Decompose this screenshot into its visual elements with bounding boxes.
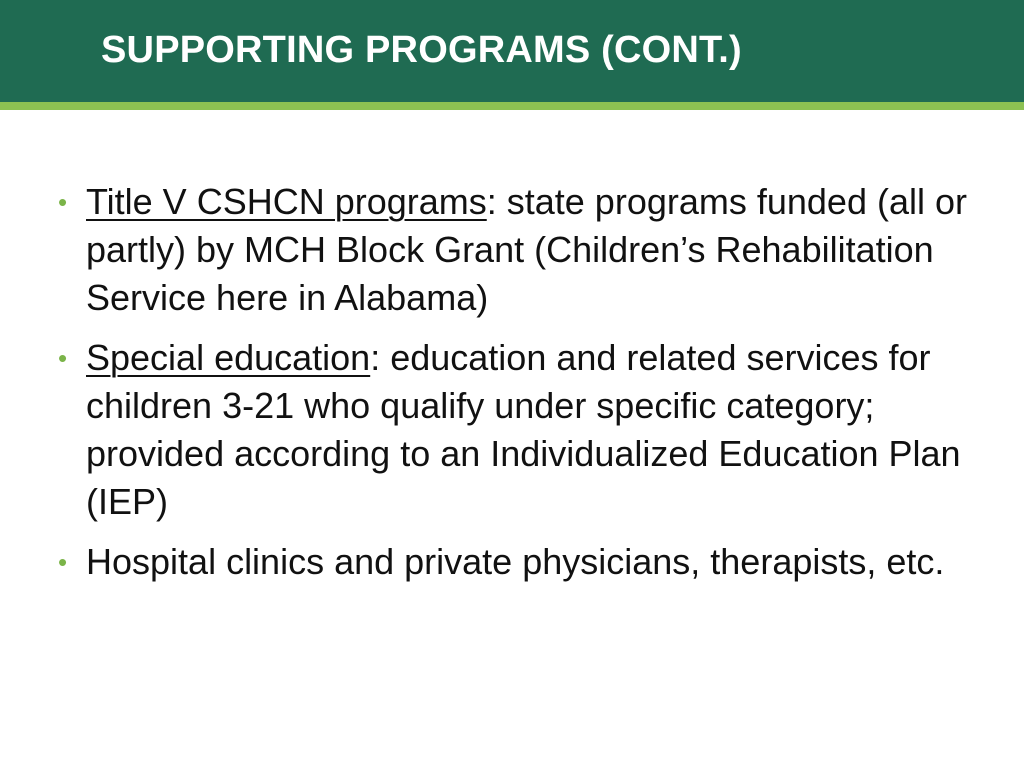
bullet-dot-icon: • xyxy=(58,187,68,217)
header-accent-stripe xyxy=(0,102,1024,110)
bullet-list xyxy=(58,178,978,598)
header-band xyxy=(0,0,1024,102)
slide-title: SUPPORTING PROGRAMS (CONT.) xyxy=(101,29,742,71)
bullet-item-special-education xyxy=(58,334,978,526)
bullet-text: : state programs funded (all or partly) by MCH Block Grant (Children’s Rehabilitation Service here in Alabama) xyxy=(86,181,967,318)
bullet-text: : education and related services for children 3-21 who qualify under specific category; provided according to an Individualized Education Plan (IEP) xyxy=(86,337,961,522)
bullet-item-hospital-clinics xyxy=(58,538,978,586)
bullet-text: Hospital clinics and private physicians, therapists, etc. xyxy=(86,541,945,582)
bullet-dot-icon: • xyxy=(58,547,68,577)
bullet-term: Special education xyxy=(86,337,371,378)
bullet-dot-icon: • xyxy=(58,343,68,373)
bullet-item-title-v xyxy=(58,178,978,322)
bullet-term: Title V CSHCN programs xyxy=(86,181,487,222)
